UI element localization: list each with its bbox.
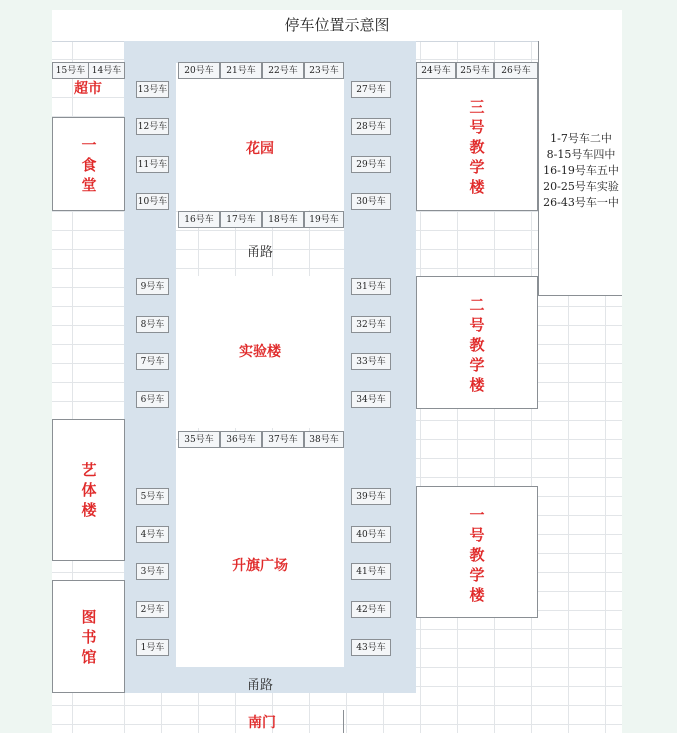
parking-spot-23[interactable]: 23号车 (304, 62, 344, 79)
teach3-label: 三号教学楼 (469, 98, 485, 196)
legend-box (538, 41, 622, 296)
legend-list (539, 131, 622, 211)
parking-spot-31[interactable]: 31号车 (351, 278, 391, 295)
road-label-south: 甬路 (246, 678, 273, 693)
parking-spot-43[interactable]: 43号车 (351, 639, 391, 656)
parking-spot-6[interactable]: 6号车 (136, 391, 169, 408)
parking-spot-14[interactable]: 14号车 (88, 62, 125, 79)
parking-map-sheet (52, 10, 622, 733)
market-label: 超市 (74, 81, 102, 97)
page-title: 停车位置示意图 (284, 16, 390, 34)
canteen-building (52, 117, 125, 211)
library-building (52, 580, 125, 693)
parking-spot-30[interactable]: 30号车 (351, 193, 391, 210)
legend-item: 1-7号车二中 (550, 132, 612, 145)
parking-spot-27[interactable]: 27号车 (351, 81, 391, 98)
parking-spot-24[interactable]: 24号车 (416, 62, 456, 79)
south-gate-label: 南门 (248, 715, 276, 731)
parking-spot-11[interactable]: 11号车 (136, 156, 169, 173)
parking-spot-13[interactable]: 13号车 (136, 81, 169, 98)
parking-spot-4[interactable]: 4号车 (136, 526, 169, 543)
parking-spot-18[interactable]: 18号车 (262, 211, 304, 228)
teach2-label: 二号教学楼 (469, 296, 485, 394)
plaza-label: 升旗广场 (232, 558, 288, 574)
teach1-label: 一号教学楼 (469, 506, 485, 604)
parking-spot-2[interactable]: 2号车 (136, 601, 169, 618)
legend-item: 16-19号车五中 (543, 164, 619, 177)
library-label: 图书馆 (81, 608, 97, 666)
parking-spot-15[interactable]: 15号车 (52, 62, 89, 79)
gate-divider (343, 710, 344, 733)
legend-item: 20-25号车实验 (543, 180, 619, 193)
road-label-north: 甬路 (246, 245, 273, 260)
parking-spot-32[interactable]: 32号车 (351, 316, 391, 333)
parking-spot-42[interactable]: 42号车 (351, 601, 391, 618)
parking-spot-41[interactable]: 41号车 (351, 563, 391, 580)
teach1-building (416, 486, 538, 618)
parking-spot-40[interactable]: 40号车 (351, 526, 391, 543)
parking-spot-17[interactable]: 17号车 (220, 211, 262, 228)
parking-spot-20[interactable]: 20号车 (178, 62, 220, 79)
parking-spot-26[interactable]: 26号车 (494, 62, 538, 79)
parking-spot-29[interactable]: 29号车 (351, 156, 391, 173)
parking-spot-5[interactable]: 5号车 (136, 488, 169, 505)
parking-spot-34[interactable]: 34号车 (351, 391, 391, 408)
parking-spot-8[interactable]: 8号车 (136, 316, 169, 333)
canteen-label: 一食堂 (81, 136, 97, 194)
plaza-block (176, 448, 344, 667)
lab-label: 实验楼 (239, 344, 281, 360)
parking-spot-28[interactable]: 28号车 (351, 118, 391, 135)
parking-spot-22[interactable]: 22号车 (262, 62, 304, 79)
parking-spot-19[interactable]: 19号车 (304, 211, 344, 228)
title-row (52, 10, 622, 42)
parking-spot-7[interactable]: 7号车 (136, 353, 169, 370)
legend-item: 26-43号车一中 (543, 196, 619, 209)
parking-spot-12[interactable]: 12号车 (136, 118, 169, 135)
road-north (124, 41, 416, 63)
parking-spot-10[interactable]: 10号车 (136, 193, 169, 210)
parking-spot-36[interactable]: 36号车 (220, 431, 262, 448)
parking-spot-39[interactable]: 39号车 (351, 488, 391, 505)
lab-block (176, 276, 344, 428)
parking-spot-38[interactable]: 38号车 (304, 431, 344, 448)
parking-spot-9[interactable]: 9号车 (136, 278, 169, 295)
parking-spot-1[interactable]: 1号车 (136, 639, 169, 656)
garden-label: 花园 (246, 141, 274, 157)
teach2-building (416, 276, 538, 409)
parking-spot-37[interactable]: 37号车 (262, 431, 304, 448)
parking-spot-25[interactable]: 25号车 (456, 62, 494, 79)
parking-spot-21[interactable]: 21号车 (220, 62, 262, 79)
legend-item: 8-15号车四中 (546, 148, 616, 161)
art-label: 艺体楼 (81, 461, 97, 519)
parking-spot-16[interactable]: 16号车 (178, 211, 220, 228)
parking-spot-35[interactable]: 35号车 (178, 431, 220, 448)
garden-block (176, 78, 344, 210)
art-building (52, 419, 125, 561)
teach3-building (416, 78, 538, 211)
parking-spot-33[interactable]: 33号车 (351, 353, 391, 370)
parking-spot-3[interactable]: 3号车 (136, 563, 169, 580)
